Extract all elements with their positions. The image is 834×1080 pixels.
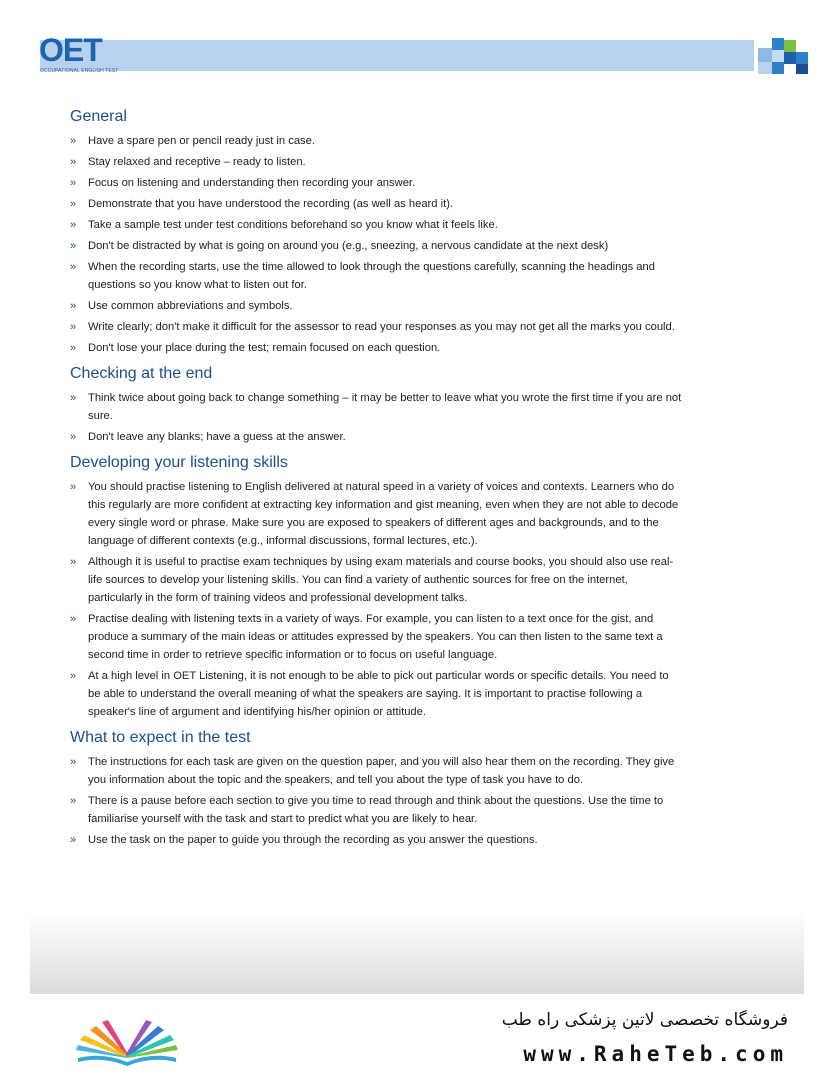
bullet-item: » Use the task on the paper to guide you through the recording as you answer the questions. <box>70 831 682 849</box>
footer-url: www.RaheTeb.com <box>523 1042 788 1066</box>
bullet-item: » The instructions for each task are given on the question paper, and you will also hear them on the recording. They give you information about the topic and the speakers, and tell you about the type of task you have to do. <box>70 753 682 789</box>
bullet-list <box>70 753 682 849</box>
footer-shop-name: فروشگاه تخصصی لاتین پزشکی راه طب <box>501 1010 788 1030</box>
bullet-item: » Although it is useful to practise exam techniques by using exam materials and course books, you should also use real-life sources to develop your listening skills. You can find a variety of authentic sources for free on the internet, particularly in the form of training videos and professional development talks. <box>70 553 682 607</box>
bullet-item: » Focus on listening and understanding then recording your answer. <box>70 174 682 192</box>
bullet-item: » Demonstrate that you have understood the recording (as well as heard it). <box>70 195 682 213</box>
logo-subtext: OCCUPATIONAL ENGLISH TEST <box>40 68 119 74</box>
bullet-item: » Practise dealing with listening texts in a variety of ways. For example, you can listen to a text once for the gist, and produce a summary of the main ideas or attitudes expressed by the speakers. You can then listen to the same text a second time in order to retrieve specific information or to focus on useful language. <box>70 610 682 664</box>
section-heading: What to expect in the test <box>70 729 251 746</box>
open-book-logo-icon <box>72 1008 182 1070</box>
bullet-item: » Write clearly; don't make it difficult for the assessor to read your responses as you may not get all the marks you could. <box>70 318 682 336</box>
bullet-item: » Don't leave any blanks; have a guess at the answer. <box>70 428 682 446</box>
bullet-item: » You should practise listening to English delivered at natural speed in a variety of voices and contexts. Learners who do this regularly are more confident at extracting key information and gist meaning, even when they are not able to decode every single word or phrase. Make sure you are exposed to speakers of different ages and backgrounds, and to the language of different contexts (e.g., informal discussions, formal lectures, etc.). <box>70 478 682 550</box>
bullet-item: » When the recording starts, use the time allowed to look through the questions carefully, scanning the headings and questions so you know what to listen out for. <box>70 258 682 294</box>
section-heading: Checking at the end <box>70 365 213 382</box>
bullet-item: » At a high level in OET Listening, it is not enough to be able to pick out particular words or specific details. You need to be able to understand the overall meaning of what the speakers are saying. It is important to practise following a speaker's line of argument and identifying his/her opinion or attitude. <box>70 667 682 721</box>
footer-fade <box>30 912 804 994</box>
bullet-item: » Don't be distracted by what is going on around you (e.g., sneezing, a nervous candidate at the next desk) <box>70 237 682 255</box>
bullet-list <box>70 478 682 721</box>
header-bar <box>40 40 754 71</box>
bullet-list <box>70 389 682 446</box>
logo-wordmark: OET <box>39 32 102 68</box>
corner-squares-icon <box>758 38 810 74</box>
bullet-item: » Have a spare pen or pencil ready just in case. <box>70 132 682 150</box>
bullet-item: » Take a sample test under test conditions beforehand so you know what it feels like. <box>70 216 682 234</box>
bullet-list <box>70 132 682 357</box>
section-heading: General <box>70 108 127 125</box>
bullet-item: » Stay relaxed and receptive – ready to listen. <box>70 153 682 171</box>
oet-logo <box>39 32 119 74</box>
document-body <box>70 108 682 857</box>
bullet-item: » Think twice about going back to change something – it may be better to leave what you wrote the first time if you are not sure. <box>70 389 682 425</box>
section-heading: Developing your listening skills <box>70 454 288 471</box>
bullet-item: » Use common abbreviations and symbols. <box>70 297 682 315</box>
bullet-item: » Don't lose your place during the test; remain focused on each question. <box>70 339 682 357</box>
bullet-item: » There is a pause before each section to give you time to read through and think about the questions. Use the time to familiarise yourself with the task and start to predict what you are likely to hear. <box>70 792 682 828</box>
